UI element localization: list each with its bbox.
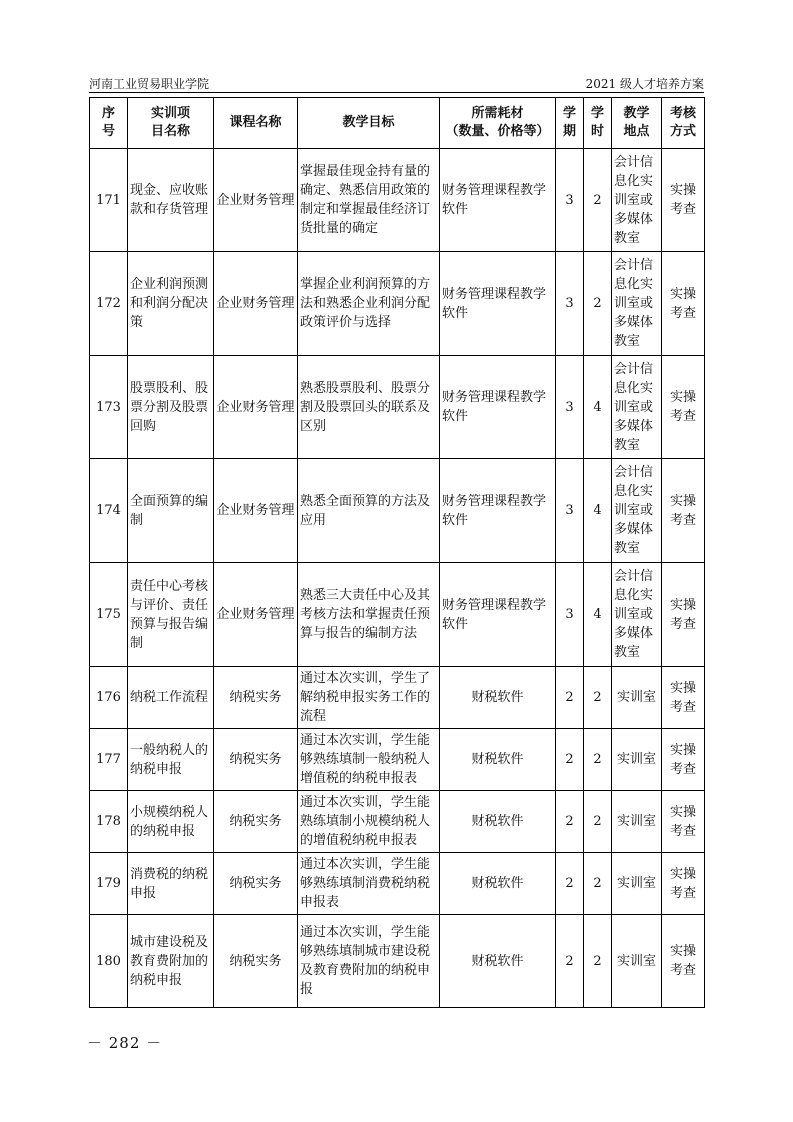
materials-cell: 财税软件	[440, 667, 556, 729]
project-name-cell: 全面预算的编制	[128, 459, 214, 563]
hours-cell: 2	[584, 667, 612, 729]
location-cell: 实训室	[612, 729, 662, 791]
teaching-goal-cell: 通过本次实训，学生能够熟练填制城市建设税及教育费附加的纳税申报	[298, 915, 440, 1008]
table-row	[90, 667, 705, 729]
col-place-header: 教学 地点	[612, 98, 662, 149]
assessment-cell: 实操考查	[662, 563, 705, 667]
project-name-cell: 责任中心考核与评价、责任预算与报告编制	[128, 563, 214, 667]
assessment-cell: 实操考查	[662, 791, 705, 853]
term-cell: 2	[556, 853, 584, 915]
table-row	[90, 729, 705, 791]
location-cell: 实训室	[612, 791, 662, 853]
table-row	[90, 252, 705, 356]
materials-cell: 财税软件	[440, 791, 556, 853]
project-name-cell: 消费税的纳税申报	[128, 853, 214, 915]
project-name-cell: 小规模纳税人的纳税申报	[128, 791, 214, 853]
row-number-cell: 173	[90, 356, 128, 459]
hours-cell: 4	[584, 459, 612, 563]
teaching-goal-cell: 掌握最佳现金持有量的确定、熟悉信用政策的制定和掌握最佳经济订货批量的确定	[298, 149, 440, 252]
row-number-cell: 174	[90, 459, 128, 563]
project-name-cell: 股票股利、股票分割及股票回购	[128, 356, 214, 459]
table-row	[90, 563, 705, 667]
hours-cell: 2	[584, 915, 612, 1008]
term-cell: 3	[556, 252, 584, 356]
col-no-header: 序 号	[90, 98, 128, 149]
col-course-header: 课程名称	[214, 98, 298, 149]
project-name-cell: 城市建设税及教育费附加的纳税申报	[128, 915, 214, 1008]
row-number-cell: 175	[90, 563, 128, 667]
assessment-cell: 实操考查	[662, 915, 705, 1008]
col-exam-header: 考核 方式	[662, 98, 705, 149]
term-cell: 2	[556, 791, 584, 853]
teaching-goal-cell: 熟悉全面预算的方法及应用	[298, 459, 440, 563]
materials-cell: 财税软件	[440, 853, 556, 915]
row-number-cell: 172	[90, 252, 128, 356]
course-name-cell: 企业财务管理	[214, 356, 298, 459]
location-cell: 会计信息化实训室或多媒体教室	[612, 252, 662, 356]
teaching-goal-cell: 掌握企业利润预算的方法和熟悉企业利润分配政策评价与选择	[298, 252, 440, 356]
assessment-cell: 实操考查	[662, 149, 705, 252]
hours-cell: 2	[584, 791, 612, 853]
course-name-cell: 企业财务管理	[214, 149, 298, 252]
row-number-cell: 178	[90, 791, 128, 853]
assessment-cell: 实操考查	[662, 356, 705, 459]
location-cell: 实训室	[612, 667, 662, 729]
teaching-goal-cell: 通过本次实训，学生能够熟练填制一般纳税人增值税的纳税申报表	[298, 729, 440, 791]
page-number: － 282 －	[87, 1034, 163, 1052]
assessment-cell: 实操考查	[662, 853, 705, 915]
table-row	[90, 853, 705, 915]
hours-cell: 4	[584, 563, 612, 667]
location-cell: 实训室	[612, 915, 662, 1008]
row-number-cell: 177	[90, 729, 128, 791]
project-name-cell: 企业利润预测和利润分配决策	[128, 252, 214, 356]
course-name-cell: 纳税实务	[214, 853, 298, 915]
row-number-cell: 171	[90, 149, 128, 252]
teaching-goal-cell: 通过本次实训，学生能够熟练填制消费税纳税申报表	[298, 853, 440, 915]
col-goal-header: 教学目标	[298, 98, 440, 149]
term-cell: 3	[556, 563, 584, 667]
col-material-header: 所需耗材 （数量、价格等）	[440, 98, 556, 149]
hours-cell: 4	[584, 356, 612, 459]
teaching-goal-cell: 熟悉三大责任中心及其考核方法和掌握责任预算与报告的编制方法	[298, 563, 440, 667]
materials-cell: 财务管理课程教学软件	[440, 356, 556, 459]
assessment-cell: 实操考查	[662, 729, 705, 791]
term-cell: 3	[556, 149, 584, 252]
assessment-cell: 实操考查	[662, 459, 705, 563]
table-row	[90, 149, 705, 252]
course-name-cell: 企业财务管理	[214, 459, 298, 563]
col-project-header: 实训项 目名称	[128, 98, 214, 149]
course-name-cell: 企业财务管理	[214, 252, 298, 356]
row-number-cell: 180	[90, 915, 128, 1008]
term-cell: 2	[556, 915, 584, 1008]
header-rule	[89, 92, 704, 93]
row-number-cell: 176	[90, 667, 128, 729]
table-row	[90, 459, 705, 563]
table-row	[90, 356, 705, 459]
course-name-cell: 企业财务管理	[214, 563, 298, 667]
training-projects-table	[89, 97, 705, 1008]
running-header	[89, 73, 704, 91]
hours-cell: 2	[584, 853, 612, 915]
term-cell: 2	[556, 729, 584, 791]
location-cell: 会计信息化实训室或多媒体教室	[612, 149, 662, 252]
assessment-cell: 实操考查	[662, 252, 705, 356]
col-term-header: 学 期	[556, 98, 584, 149]
course-name-cell: 纳税实务	[214, 667, 298, 729]
location-cell: 会计信息化实训室或多媒体教室	[612, 563, 662, 667]
teaching-goal-cell: 通过本次实训，学生了解纳税申报实务工作的流程	[298, 667, 440, 729]
location-cell: 会计信息化实训室或多媒体教室	[612, 459, 662, 563]
materials-cell: 财税软件	[440, 915, 556, 1008]
table-row	[90, 915, 705, 1008]
materials-cell: 财务管理课程教学软件	[440, 459, 556, 563]
course-name-cell: 纳税实务	[214, 915, 298, 1008]
materials-cell: 财税软件	[440, 729, 556, 791]
course-name-cell: 纳税实务	[214, 791, 298, 853]
location-cell: 实训室	[612, 853, 662, 915]
location-cell: 会计信息化实训室或多媒体教室	[612, 356, 662, 459]
header-document-title: 2021 级人才培养方案	[585, 77, 704, 91]
col-hours-header: 学 时	[584, 98, 612, 149]
project-name-cell: 纳税工作流程	[128, 667, 214, 729]
course-name-cell: 纳税实务	[214, 729, 298, 791]
table-header-row	[90, 98, 705, 149]
term-cell: 3	[556, 459, 584, 563]
assessment-cell: 实操考查	[662, 667, 705, 729]
hours-cell: 2	[584, 149, 612, 252]
row-number-cell: 179	[90, 853, 128, 915]
header-school-name: 河南工业贸易职业学院	[89, 77, 210, 91]
materials-cell: 财务管理课程教学软件	[440, 149, 556, 252]
materials-cell: 财务管理课程教学软件	[440, 563, 556, 667]
project-name-cell: 一般纳税人的纳税申报	[128, 729, 214, 791]
materials-cell: 财务管理课程教学软件	[440, 252, 556, 356]
teaching-goal-cell: 通过本次实训，学生能熟练填制小规模纳税人的增值税纳税申报表	[298, 791, 440, 853]
project-name-cell: 现金、应收账款和存货管理	[128, 149, 214, 252]
hours-cell: 2	[584, 252, 612, 356]
hours-cell: 2	[584, 729, 612, 791]
table-row	[90, 791, 705, 853]
teaching-goal-cell: 熟悉股票股利、股票分割及股票回头的联系及区别	[298, 356, 440, 459]
term-cell: 2	[556, 667, 584, 729]
term-cell: 3	[556, 356, 584, 459]
